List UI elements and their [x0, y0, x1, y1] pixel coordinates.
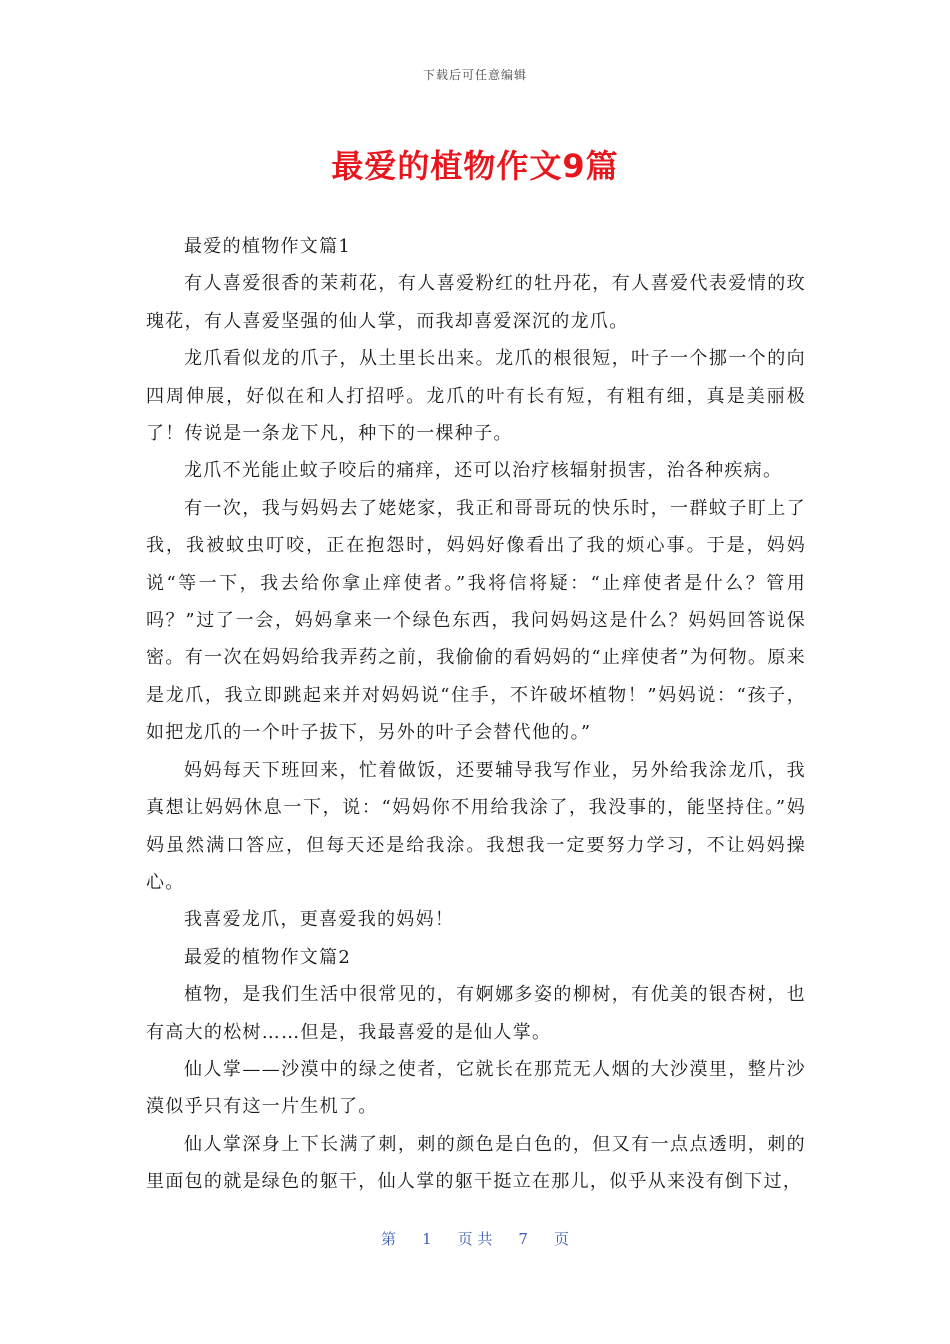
footer-label-end: 页 — [553, 1230, 569, 1248]
paragraph: 龙爪看似龙的爪子，从土里长出来。龙爪的根很短，叶子一个挪一个的向四周伸展，好似在和人打招呼。龙爪的叶有长有短，有粗有细，真是美丽极了！传说是一条龙下凡，种下的一棵种子。 — [146, 348, 806, 445]
paragraph: 龙爪不光能止蚊子咬后的痛痒，还可以治疗核辐射损害，治各种疾病。 — [184, 460, 783, 482]
paragraph: 我喜爱龙爪，更喜爱我的妈妈！ — [184, 909, 455, 931]
paragraph: 仙人掌深身上下长满了刺，刺的颜色是白色的，但又有一点点透明，刺的里面包的就是绿色的躯干，仙人掌的躯干挺立在那儿，似乎从来没有倒下过， — [146, 1133, 806, 1193]
footer-current-page: 1 — [422, 1230, 432, 1248]
paragraph: 仙人掌——沙漠中的绿之使者，它就长在那荒无人烟的大沙漠里，整片沙漠似乎只有这一片生机了。 — [146, 1058, 806, 1118]
document-title: 最爱的植物作文9篇 — [331, 147, 619, 185]
document-body — [146, 228, 806, 1201]
paragraph: 有一次，我与妈妈去了姥姥家，我正和哥哥玩的快乐时，一群蚊子盯上了我，我被蚊虫叮咬，正在抱怨时，妈妈好像看出了我的烦心事。于是，妈妈说“等一下，我去给你拿止痒使者。”我将信将疑：“止痒使者是什么？管用吗？”过了一会，妈妈拿来一个绿色东西，我问妈妈这是什么？妈妈回答说保密。有一次在妈妈给我弄药之前，我偷偷的看妈妈的“止痒使者”为何物。原来是龙爪，我立即跳起来并对妈妈说“住手，不许破坏植物！”妈妈说：“孩子，如把龙爪的一个叶子拔下，另外的叶子会替代他的。” — [146, 497, 806, 744]
section-heading-1: 最爱的植物作文篇1 — [184, 236, 352, 257]
footer-total-pages: 7 — [518, 1230, 528, 1248]
paragraph: 植物，是我们生活中很常见的，有婀娜多姿的柳树，有优美的银杏树，也有高大的松树……但是，我最喜爱的是仙人掌。 — [146, 984, 806, 1043]
footer-label-of: 页 共 — [457, 1230, 493, 1248]
footer-label-page: 第 — [381, 1230, 397, 1248]
paragraph: 妈妈每天下班回来，忙着做饭，还要辅导我写作业，另外给我涂龙爪，我真想让妈妈休息一下，说：“妈妈你不用给我涂了，我没事的，能坚持住。”妈妈虽然满口答应，但每天还是给我涂。我想我一定要努力学习，不让妈妈操心。 — [146, 759, 806, 893]
page-header-note: 下载后可任意编辑 — [422, 68, 527, 82]
section-heading-2: 最爱的植物作文篇2 — [184, 946, 352, 968]
paragraph: 有人喜爱很香的茉莉花，有人喜爱粉红的牡丹花，有人喜爱代表爱情的玫瑰花，有人喜爱坚强的仙人掌，而我却喜爱深沉的龙爪。 — [146, 273, 806, 332]
page-footer — [0, 1228, 950, 1249]
